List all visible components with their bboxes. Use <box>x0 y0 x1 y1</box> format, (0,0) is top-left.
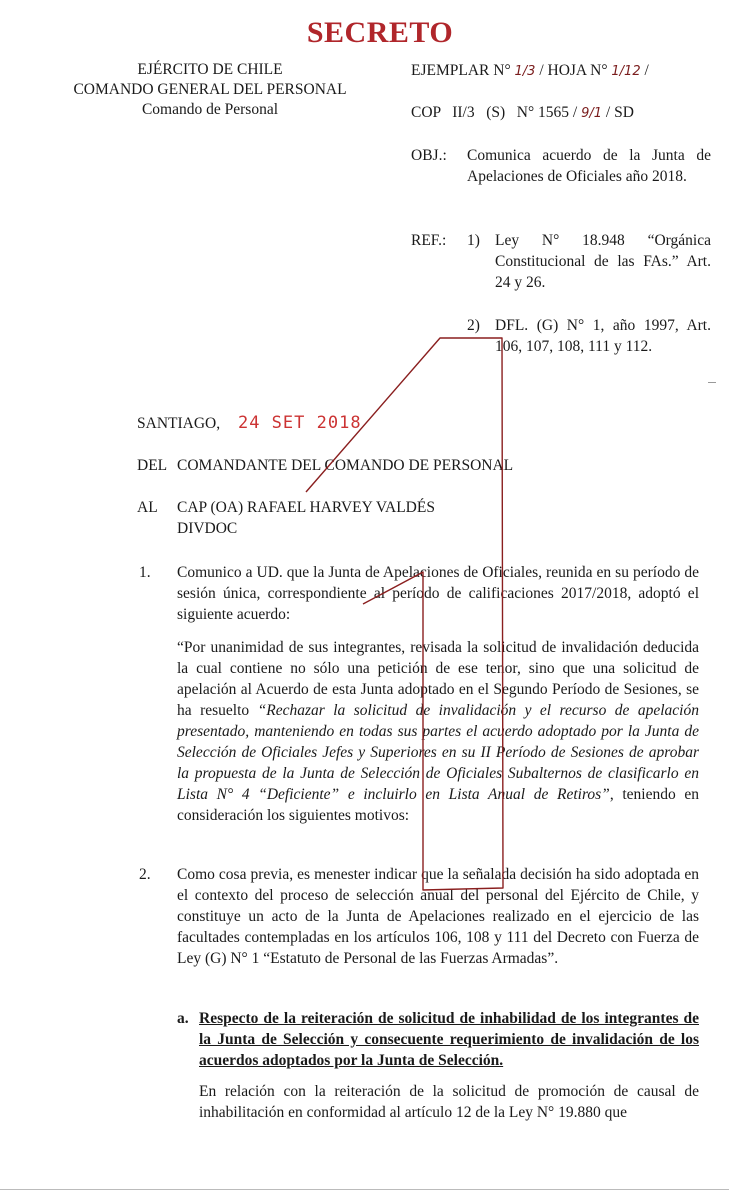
quoted-agreement <box>177 637 699 826</box>
reference-block-2 <box>411 315 711 357</box>
subparagraph-a-label: a. <box>177 1010 189 1027</box>
objective-label: OBJ.: <box>411 147 447 164</box>
reference-block-1 <box>411 230 711 293</box>
reference-1-number: 1) <box>467 232 480 249</box>
reference-2-number: 2) <box>467 317 480 334</box>
reference-2-text: DFL. (G) N° 1, año 1997, Art. 106, 107, 108, 111 y 112. <box>495 317 711 355</box>
organization-block <box>60 60 360 120</box>
cop-number-handwritten: 9/1 <box>581 106 603 121</box>
paragraph-2-number: 2. <box>139 866 151 883</box>
page-bottom-edge <box>0 1189 729 1190</box>
from-text: COMANDANTE DEL COMANDO DE PERSONAL <box>177 457 514 474</box>
paragraph-1-text: Comunico a UD. que la Junta de Apelaciones de Oficiales, reunida en su período de sesión única, correspondiente al período de calificaciones 2017/2018, adoptó el siguiente acuerdo: <box>177 564 699 623</box>
objective-block <box>411 145 711 187</box>
subparagraph-a-heading: Respecto de la reiteración de solicitud de inhabilidad de los integrantes de la Junta de Selección y consecuente requerimiento de invalidación de los acuerdos adoptados por la Junta de Selección. <box>199 1010 699 1069</box>
reference-1-text: Ley N° 18.948 “Orgánica Constitucional de las FAs.” Art. 24 y 26. <box>495 232 711 291</box>
subparagraph-a-text: En relación con la reiteración de la solicitud de promoción de causal de inhabilitación en conformidad al artículo 12 de la Ley N° 19.880 que <box>199 1083 699 1121</box>
quote-resolution-italic: “Rechazar la solicitud de invalidación y el recurso de apelación presentado, manteniendo en todas sus partes el acuerdo adoptado por la Junta de Selección de Oficiales Jefes y Superiores en su II Período de Sesiones de aprobar la propuesta de la Junta de Selección de Oficiales Subalternos de clasificarlo en Lista N° 4 “Deficiente” e incluirlo en Lista Anual de Retiros” <box>177 702 699 803</box>
from-label: DEL <box>137 457 168 474</box>
sheet-suffix: / <box>644 62 649 79</box>
to-line-unit: DIVDOC <box>177 520 238 537</box>
sheet-label: / HOJA N° <box>539 62 608 79</box>
quote-text-part1: “Por unanimidad de sus integrantes, revisada la solicitud de invalidación deducida la cual contiene no sólo una petición de ese tenor, sino que una solicitud de apelación al Acuerdo de esta Junta adoptado en el Segundo Período de Sesiones, se ha resuelto <box>177 639 699 719</box>
to-label: AL <box>137 499 158 516</box>
copy-label: EJEMPLAR N° <box>411 62 511 79</box>
from-line <box>137 455 697 476</box>
paragraph-1-number: 1. <box>139 564 151 581</box>
scan-mark <box>708 382 716 383</box>
copy-sheet-line <box>411 60 711 82</box>
classification-heading: SECRETO <box>306 16 454 49</box>
org-line-command: COMANDO GENERAL DEL PERSONAL <box>73 81 347 98</box>
objective-text: Comunica acuerdo de la Junta de Apelaciones de Oficiales año 2018. <box>467 147 711 185</box>
cop-suffix: / SD <box>605 104 634 121</box>
cop-prefix: COP II/3 (S) N° 1565 / <box>411 104 578 121</box>
copy-number-handwritten: 1/3 <box>514 64 536 79</box>
to-line-name: CAP (OA) RAFAEL HARVEY VALDÉS <box>177 499 435 516</box>
sheet-number-handwritten: 1/12 <box>611 64 641 79</box>
place-date-line <box>137 413 362 434</box>
quote-text-part2: , teniendo en consideración los siguientes motivos: <box>177 786 699 824</box>
date-stamp: 24 SET 2018 <box>237 413 362 433</box>
org-line-army: EJÉRCITO DE CHILE <box>137 61 283 78</box>
paragraph-2-text: Como cosa previa, es menester indicar que la señalada decisión ha sido adoptada en el contexto del proceso de selección anual del personal del Ejército de Chile, y constituye un acto de la Junta de Apelaciones realizado en el ejercicio de las facultades contempladas en los artículos 106, 108 y 111 del Decreto con Fuerza de Ley (G) N° 1 “Estatuto de Personal de las Fuerzas Armadas”. <box>177 866 699 967</box>
place: SANTIAGO, <box>137 415 221 432</box>
cop-reference-line <box>411 102 711 124</box>
to-block <box>137 497 697 539</box>
reference-label: REF.: <box>411 232 447 249</box>
org-line-unit: Comando de Personal <box>141 101 279 118</box>
